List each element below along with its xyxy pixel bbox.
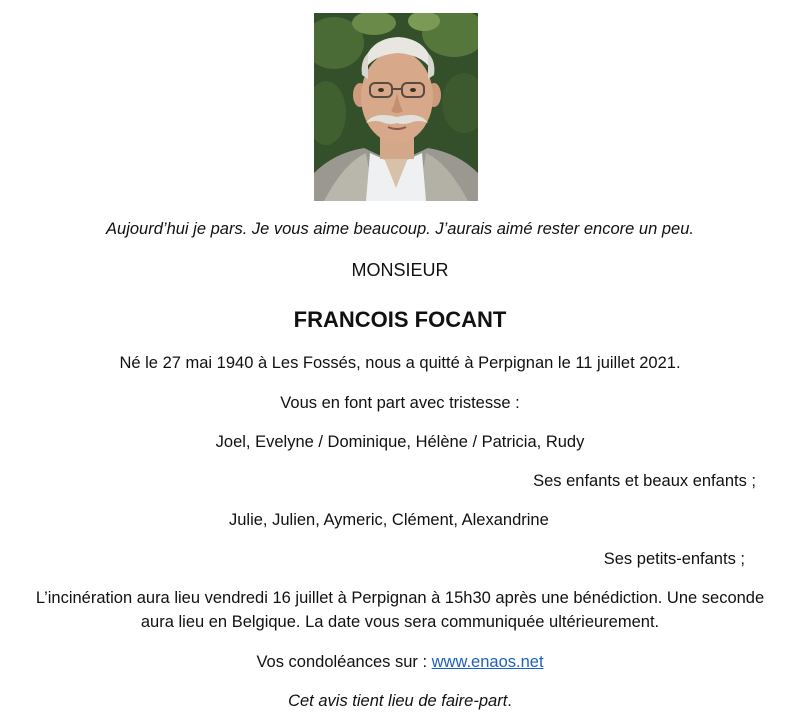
children-names: Joel, Evelyne / Dominique, Hélène / Patricia, Rudy: [215, 433, 585, 451]
birth-death-line: Né le 27 mai 1940 à Les Fossés, nous a quitté à Perpignan le 11 juillet 2021.: [119, 354, 681, 372]
condolences-link[interactable]: www.enaos.net: [431, 653, 544, 671]
announcement-line: Vous en font part avec tristesse :: [280, 394, 520, 412]
ceremony-line-2: aura lieu en Belgique. La date vous sera communiquée ultérieurement.: [140, 613, 660, 631]
notice-text: Cet avis tient lieu de faire-part: [288, 692, 508, 710]
grandchildren-names: Julie, Julien, Aymeric, Clément, Alexandrine: [229, 511, 549, 529]
condolences-prefix: Vos condoléances sur :: [256, 653, 432, 671]
farewell-quote: Aujourd’hui je pars. Je vous aime beaucoup. J’aurais aimé rester encore un peu.: [106, 220, 694, 238]
grandchildren-label: Ses petits-enfants ;: [603, 550, 745, 568]
condolences-line: [0, 652, 800, 672]
notice-line: [0, 691, 800, 711]
deceased-name: FRANCOIS FOCANT: [293, 307, 507, 332]
portrait-photo: [314, 13, 478, 201]
ceremony-line-1: L’incinération aura lieu vendredi 16 juillet à Perpignan à 15h30 après une bénédiction. Une seconde: [35, 589, 765, 607]
notice-period: .: [507, 692, 512, 710]
honorific: MONSIEUR: [351, 260, 449, 280]
children-label: Ses enfants et beaux enfants ;: [533, 472, 756, 490]
